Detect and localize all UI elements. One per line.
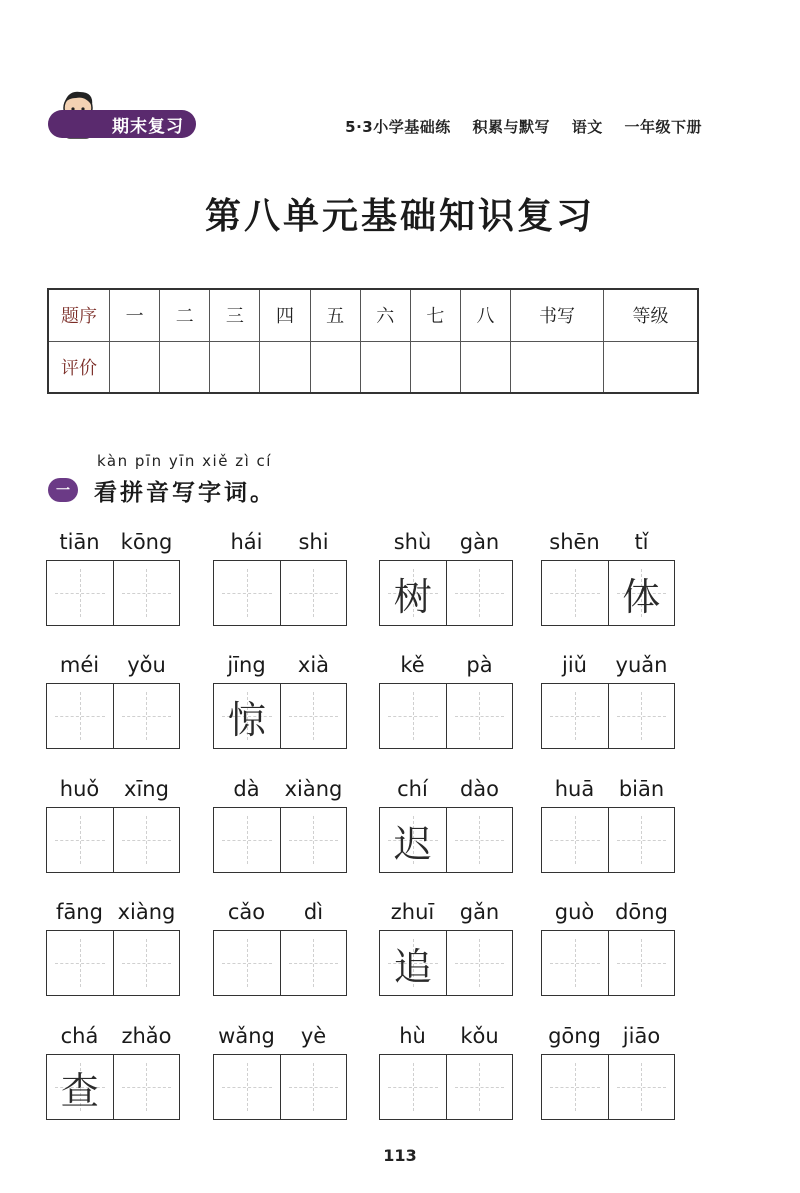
writing-cell[interactable] bbox=[113, 684, 180, 748]
writing-cell[interactable] bbox=[47, 931, 113, 995]
pinyin-exercise-item bbox=[541, 651, 675, 749]
pinyin-exercise-item bbox=[541, 528, 675, 626]
pinyin-exercise-item bbox=[46, 775, 180, 873]
pinyin-syllable: hái bbox=[230, 530, 263, 554]
pinyin-exercise-item bbox=[213, 775, 347, 873]
pinyin-syllable: pà bbox=[466, 653, 493, 677]
pinyin-syllable: wǎng bbox=[218, 1024, 275, 1048]
pinyin-syllable: dì bbox=[303, 900, 324, 924]
pinyin-row bbox=[213, 898, 347, 926]
writing-cell[interactable] bbox=[113, 1055, 180, 1119]
book-type: 积累与默写 bbox=[472, 118, 550, 136]
pinyin-syllable: chá bbox=[60, 1024, 99, 1048]
pinyin-row bbox=[541, 898, 675, 926]
writing-cell[interactable] bbox=[113, 808, 180, 872]
pinyin-syllable: zhǎo bbox=[121, 1024, 172, 1048]
writing-cell[interactable] bbox=[214, 1055, 280, 1119]
writing-cell[interactable] bbox=[113, 931, 180, 995]
tianzige-box bbox=[541, 930, 675, 996]
pinyin-syllable: fāng bbox=[56, 900, 103, 924]
pinyin-syllable: kě bbox=[400, 653, 425, 677]
pinyin-exercise-item bbox=[541, 898, 675, 996]
pinyin-exercise-item bbox=[379, 775, 513, 873]
pinyin-syllable: shēn bbox=[549, 530, 600, 554]
pinyin-row bbox=[46, 651, 180, 679]
tianzige-box bbox=[379, 560, 513, 626]
score-cell: 六 bbox=[360, 289, 410, 341]
writing-cell[interactable] bbox=[280, 808, 347, 872]
score-cell: 三 bbox=[210, 289, 260, 341]
tianzige-box bbox=[213, 683, 347, 749]
score-cell: 七 bbox=[410, 289, 460, 341]
writing-cell[interactable] bbox=[47, 808, 113, 872]
tianzige-box bbox=[46, 807, 180, 873]
pinyin-syllable: méi bbox=[59, 653, 100, 677]
section-pinyin: kàn pīn yīn xiě zì cí bbox=[97, 452, 272, 470]
pinyin-syllable: jīng bbox=[227, 653, 266, 677]
pinyin-row bbox=[379, 651, 513, 679]
pinyin-syllable: tiān bbox=[59, 530, 100, 554]
writing-cell[interactable] bbox=[47, 561, 113, 625]
cell-character: 追 bbox=[393, 944, 432, 989]
writing-cell[interactable] bbox=[542, 561, 608, 625]
pinyin-exercise-item bbox=[379, 651, 513, 749]
writing-cell[interactable] bbox=[214, 684, 280, 748]
pinyin-syllable: huā bbox=[554, 777, 595, 801]
writing-cell[interactable] bbox=[214, 561, 280, 625]
tianzige-box bbox=[541, 560, 675, 626]
pinyin-syllable: jiǔ bbox=[562, 653, 587, 677]
pinyin-row bbox=[213, 528, 347, 556]
score-cell: 四 bbox=[260, 289, 310, 341]
section-number: 一 bbox=[56, 483, 70, 499]
writing-cell[interactable] bbox=[47, 1055, 113, 1119]
pinyin-syllable: gōng bbox=[548, 1024, 601, 1048]
cell-character: 迟 bbox=[393, 821, 432, 866]
pinyin-row bbox=[379, 1022, 513, 1050]
tianzige-box bbox=[541, 807, 675, 873]
writing-cell[interactable] bbox=[542, 931, 608, 995]
pinyin-row bbox=[541, 651, 675, 679]
pinyin-syllable: tǐ bbox=[634, 530, 649, 554]
tianzige-box bbox=[213, 807, 347, 873]
pinyin-row bbox=[541, 528, 675, 556]
pinyin-syllable: guò bbox=[554, 900, 595, 924]
writing-cell[interactable] bbox=[608, 684, 675, 748]
pinyin-row bbox=[379, 528, 513, 556]
pinyin-row bbox=[379, 898, 513, 926]
pinyin-exercise-item bbox=[213, 1022, 347, 1120]
pinyin-exercise-item bbox=[46, 1022, 180, 1120]
cell-character: 体 bbox=[622, 574, 661, 619]
pinyin-syllable: dōng bbox=[615, 900, 668, 924]
writing-cell[interactable] bbox=[608, 808, 675, 872]
pinyin-row bbox=[213, 1022, 347, 1050]
writing-cell[interactable] bbox=[446, 1055, 513, 1119]
book-series: 5·3小学基础练 bbox=[345, 118, 451, 136]
cell-character: 惊 bbox=[227, 697, 266, 742]
tianzige-box bbox=[46, 560, 180, 626]
writing-cell[interactable] bbox=[446, 808, 513, 872]
writing-cell[interactable] bbox=[542, 684, 608, 748]
pinyin-syllable: yuǎn bbox=[615, 653, 668, 677]
pinyin-syllable: yè bbox=[300, 1024, 327, 1048]
writing-cell[interactable] bbox=[608, 561, 675, 625]
writing-cell[interactable] bbox=[446, 931, 513, 995]
tianzige-box bbox=[541, 1054, 675, 1120]
writing-cell[interactable] bbox=[608, 1055, 675, 1119]
pinyin-exercise-item bbox=[46, 898, 180, 996]
pinyin-syllable: dà bbox=[233, 777, 260, 801]
pinyin-exercise-item bbox=[46, 651, 180, 749]
writing-cell[interactable] bbox=[542, 808, 608, 872]
writing-cell[interactable] bbox=[380, 684, 446, 748]
pinyin-exercise-item bbox=[379, 898, 513, 996]
tianzige-box bbox=[213, 930, 347, 996]
score-cell: 二 bbox=[160, 289, 210, 341]
pinyin-syllable: zhuī bbox=[390, 900, 435, 924]
tianzige-box bbox=[379, 683, 513, 749]
pinyin-exercise-item bbox=[541, 775, 675, 873]
page-title: 第八单元基础知识复习 bbox=[204, 196, 595, 237]
badge-label: 期末复习 bbox=[112, 116, 184, 137]
writing-cell[interactable] bbox=[280, 1055, 347, 1119]
tianzige-box bbox=[213, 560, 347, 626]
writing-cell[interactable] bbox=[380, 1055, 446, 1119]
writing-cell[interactable] bbox=[47, 684, 113, 748]
pinyin-syllable: xià bbox=[297, 653, 330, 677]
pinyin-syllable: cǎo bbox=[227, 900, 266, 924]
writing-cell[interactable] bbox=[380, 808, 446, 872]
tianzige-box bbox=[379, 930, 513, 996]
tianzige-box bbox=[379, 807, 513, 873]
pinyin-syllable: xiàng bbox=[117, 900, 176, 924]
writing-cell[interactable] bbox=[542, 1055, 608, 1119]
pinyin-syllable: hù bbox=[399, 1024, 426, 1048]
pinyin-exercise-item bbox=[379, 528, 513, 626]
writing-cell[interactable] bbox=[113, 561, 180, 625]
pinyin-row bbox=[46, 775, 180, 803]
tianzige-box bbox=[213, 1054, 347, 1120]
pinyin-syllable: gǎn bbox=[459, 900, 500, 924]
writing-cell[interactable] bbox=[608, 931, 675, 995]
writing-cell[interactable] bbox=[380, 561, 446, 625]
book-grade: 一年级下册 bbox=[624, 118, 702, 136]
pinyin-syllable: kōng bbox=[120, 530, 173, 554]
pinyin-row bbox=[46, 1022, 180, 1050]
page-number: 113 bbox=[383, 1146, 417, 1165]
score-cell: 一 bbox=[110, 289, 160, 341]
pinyin-syllable: gàn bbox=[459, 530, 500, 554]
pinyin-exercise-item bbox=[213, 528, 347, 626]
pinyin-exercise-item bbox=[46, 528, 180, 626]
tianzige-box bbox=[46, 1054, 180, 1120]
pinyin-row bbox=[213, 651, 347, 679]
section-title: 看拼音写字词。 bbox=[94, 480, 276, 506]
writing-cell[interactable] bbox=[280, 684, 347, 748]
score-cell: 评价 bbox=[48, 341, 110, 393]
pinyin-row bbox=[541, 1022, 675, 1050]
score-cell: 等级 bbox=[604, 289, 698, 341]
tianzige-box bbox=[46, 683, 180, 749]
pinyin-row bbox=[213, 775, 347, 803]
pinyin-exercise-item bbox=[213, 898, 347, 996]
pinyin-exercise-item bbox=[213, 651, 347, 749]
writing-cell[interactable] bbox=[446, 561, 513, 625]
writing-cell[interactable] bbox=[280, 561, 347, 625]
pinyin-row bbox=[46, 528, 180, 556]
pinyin-syllable: shi bbox=[298, 530, 329, 554]
cell-character: 树 bbox=[393, 574, 432, 619]
writing-cell[interactable] bbox=[280, 931, 347, 995]
pinyin-syllable: huǒ bbox=[59, 777, 100, 801]
score-cell: 书写 bbox=[511, 289, 604, 341]
cell-character: 查 bbox=[60, 1068, 99, 1113]
pinyin-syllable: kǒu bbox=[460, 1024, 499, 1048]
pinyin-syllable: dào bbox=[459, 777, 500, 801]
tianzige-box bbox=[379, 1054, 513, 1120]
pinyin-syllable: chí bbox=[397, 777, 428, 801]
writing-cell[interactable] bbox=[214, 931, 280, 995]
pinyin-row bbox=[541, 775, 675, 803]
writing-cell[interactable] bbox=[446, 684, 513, 748]
pinyin-syllable: jiāo bbox=[622, 1024, 661, 1048]
tianzige-box bbox=[46, 930, 180, 996]
pinyin-exercise-item bbox=[541, 1022, 675, 1120]
pinyin-row bbox=[46, 898, 180, 926]
pinyin-syllable: yǒu bbox=[127, 653, 166, 677]
pinyin-syllable: shù bbox=[393, 530, 432, 554]
pinyin-syllable: xīng bbox=[124, 777, 169, 801]
pinyin-syllable: biān bbox=[618, 777, 665, 801]
writing-cell[interactable] bbox=[214, 808, 280, 872]
book-subject: 语文 bbox=[571, 118, 603, 136]
score-cell: 题序 bbox=[48, 289, 110, 341]
score-cell: 八 bbox=[460, 289, 510, 341]
pinyin-row bbox=[379, 775, 513, 803]
writing-cell[interactable] bbox=[380, 931, 446, 995]
tianzige-box bbox=[541, 683, 675, 749]
pinyin-syllable: xiàng bbox=[284, 777, 343, 801]
pinyin-exercise-item bbox=[379, 1022, 513, 1120]
score-cell: 五 bbox=[310, 289, 360, 341]
